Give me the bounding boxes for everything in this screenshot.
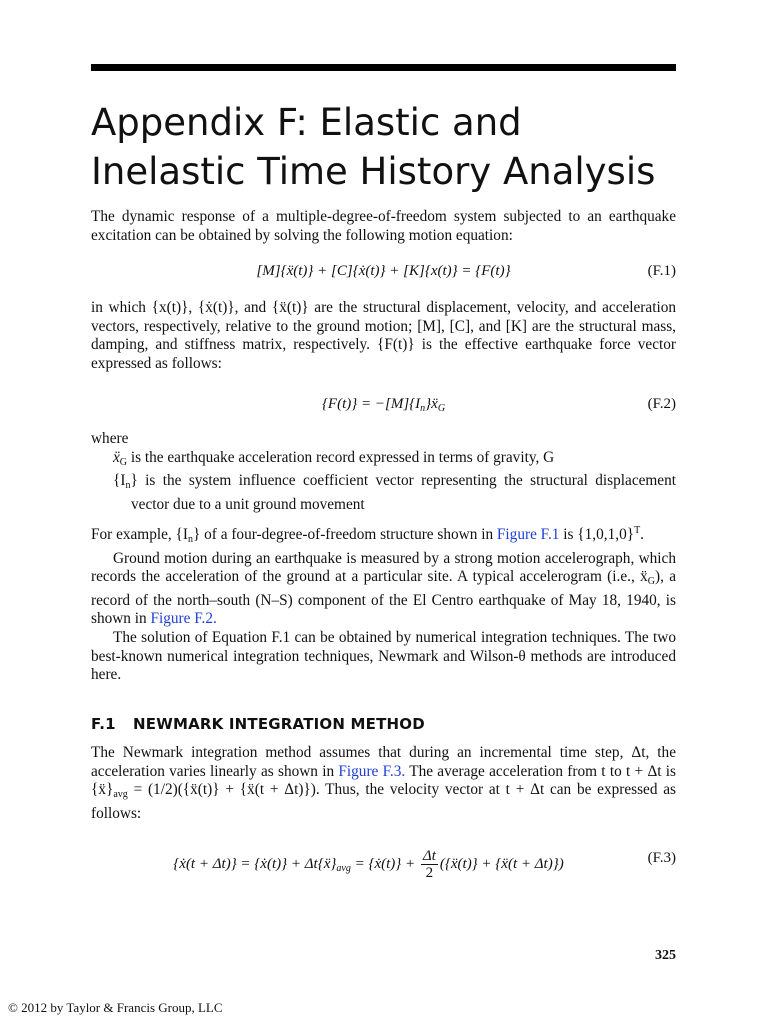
figure-f1-link[interactable]: Figure F.1 xyxy=(496,526,560,543)
example-text-a1: For example, {I xyxy=(91,526,188,543)
ground-motion-sub-g: G xyxy=(647,576,655,588)
section-number: F.1 xyxy=(91,715,116,733)
definitions-block xyxy=(91,299,676,373)
example-paragraph xyxy=(91,522,676,550)
equation-f3-expression xyxy=(61,848,676,881)
newmark-paragraph xyxy=(91,744,676,823)
copyright-notice: © 2012 by Taylor & Francis Group, LLC xyxy=(8,1000,223,1015)
example-sup-t: T xyxy=(634,525,641,536)
equation-f3 xyxy=(91,838,676,881)
equation-f1-expression: [M]{ẍ(t)} + [C]{ẋ(t)} + [K]{x(t)} = {F(t)} xyxy=(256,263,511,279)
where-item-ground-acceleration xyxy=(91,449,676,473)
where-item-influence-vector xyxy=(91,472,676,514)
where-item1-symbol: ẍ xyxy=(113,448,120,466)
equation-f2 xyxy=(91,394,676,414)
equation-f2-number: (F.2) xyxy=(647,396,676,412)
top-rule xyxy=(91,64,676,71)
example-text-a4: . xyxy=(640,526,644,543)
equation-f3-mid: = {ẋ(t)} + xyxy=(350,855,419,872)
equation-f3-number: (F.3) xyxy=(647,850,676,866)
figure-f2-link[interactable]: Figure F.2. xyxy=(150,610,217,628)
chapter-title-line-1: Appendix F: Elastic and xyxy=(91,101,522,144)
equation-f2-tail-sub: G xyxy=(437,403,446,414)
where-item2-text: } is the system influence coefficient vector representing the structural displacement vector due to a unit ground movement xyxy=(130,472,676,513)
example-text-a2: } of a four-degree-of-freedom structure shown in xyxy=(192,526,497,543)
equation-f1-number: (F.1) xyxy=(647,263,676,279)
equation-f3-right: ({ẍ(t)} + {ẍ(t + Δt)}) xyxy=(439,855,564,872)
intro-block xyxy=(91,208,676,245)
newmark-text-a: The Newmark integration method assumes that during an incremental time step, Δt, the acceleration varies linearly as shown in xyxy=(91,744,676,780)
example-block xyxy=(91,522,676,685)
where-label: where xyxy=(91,430,129,447)
where-block xyxy=(91,430,676,514)
definitions-paragraph: in which {x(t)}, {ẋ(t)}, and {ẍ(t)} are the structural displacement, velocity, and acceleration vectors, respectively, relative to the ground motion; [M], [C], and [K] are the structural mass, damping, and stiffness matrix, respectively. {F(t)} is the effective earthquake force vector expressed as follows: xyxy=(91,299,676,372)
equation-f3-left: {ẋ(t + Δt)} = {ẋ(t)} + Δt{ẍ} xyxy=(173,855,337,872)
section-heading xyxy=(91,715,676,733)
equation-f1 xyxy=(91,261,676,281)
where-item1-sub: G xyxy=(119,456,128,468)
where-item1-text: is the earthquake acceleration record expressed in terms of gravity, G xyxy=(127,448,555,466)
ground-motion-text-2: ), a record of the north–south (N–S) component of the El Centro earthquake of May 18, 1940, is shown in xyxy=(91,568,676,628)
fraction-denominator: 2 xyxy=(425,865,434,881)
newmark-block xyxy=(91,744,676,823)
chapter-title-line-2: Inelastic Time History Analysis xyxy=(91,150,656,193)
solution-paragraph: The solution of Equation F.1 can be obtained by numerical integration techniques. The two best-known numerical integration techniques, Newmark and Wilson-θ methods are introduced here. xyxy=(91,628,676,684)
ground-motion-paragraph xyxy=(91,550,676,629)
equation-f3-sub: avg xyxy=(336,862,351,874)
equation-f2-expression xyxy=(91,394,676,419)
chapter-title xyxy=(91,98,691,196)
ground-motion-text-1: Ground motion during an earthquake is measured by a strong motion accelerograph, which records the acceleration of the ground at a particular site. A typical accelerogram (i.e., ẍ xyxy=(91,549,676,586)
example-text-a3: is {1,0,1,0} xyxy=(559,526,635,543)
where-item2-sub: n xyxy=(125,480,131,492)
equation-f3-fraction xyxy=(421,848,438,881)
fraction-numerator: Δt xyxy=(422,848,436,864)
figure-f3-link[interactable]: Figure F.3. xyxy=(338,762,406,780)
newmark-sub-avg: avg xyxy=(113,789,128,801)
page-number: 325 xyxy=(655,948,676,963)
where-item2-symbol: {I xyxy=(113,472,126,490)
equation-f2-sub: n xyxy=(420,403,426,414)
example-sub-n: n xyxy=(187,534,193,545)
newmark-text-b: The average acceleration from t to t + Δt is {ẍ} xyxy=(91,762,677,799)
intro-paragraph: The dynamic response of a multiple-degree-of-freedom system subjected to an earthquake excitation can be obtained by solving the following motion equation: xyxy=(91,208,676,244)
equation-f2-tail: }ẍ xyxy=(425,396,438,412)
equation-f2-main: {F(t)} = −[M]{I xyxy=(321,396,421,412)
section-title: NEWMARK INTEGRATION METHOD xyxy=(133,715,425,733)
newmark-text-c: = (1/2)({ẍ(t)} + {ẍ(t + Δt)}). Thus, the velocity vector at t + Δt can be expressed as follows: xyxy=(91,781,676,822)
